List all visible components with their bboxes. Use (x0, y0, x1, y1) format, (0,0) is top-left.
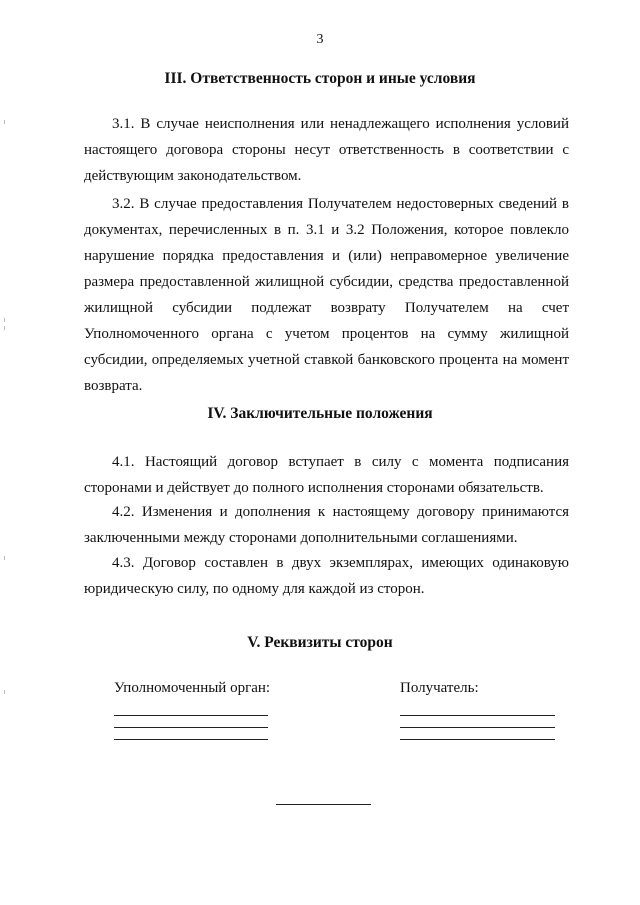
scan-margin-mark (4, 556, 5, 560)
section-heading-requisites: V. Реквизиты сторон (247, 634, 393, 651)
page-number: 3 (316, 32, 324, 47)
recipient-signature-line (400, 739, 555, 740)
scan-margin-mark (4, 326, 5, 330)
authority-signature-line (114, 727, 268, 728)
recipient-signature-line (400, 715, 555, 716)
paragraph-3-1: 3.1. В случае неисполнения или ненадлежащего исполнения условий настоящего договора стороны несут ответственность в соответствии с действующим законодательством. (84, 116, 569, 184)
section-heading-responsibility: III. Ответственность сторон и иные условия (164, 70, 476, 87)
authority-signature-line (114, 715, 268, 716)
section-heading-final-provisions: IV. Заключительные положения (207, 405, 433, 422)
paragraph-4-3: 4.3. Договор составлен в двух экземплярах, имеющих одинаковую юридическую силу, по одному для каждой из сторон. (84, 555, 569, 597)
scan-margin-mark (4, 318, 5, 322)
authority-signature-label: Уполномоченный орган: (114, 680, 271, 696)
paragraph-4-2: 4.2. Изменения и дополнения к настоящему договору принимаются заключенными между сторонами дополнительными соглашениями. (84, 504, 569, 546)
authority-signature-line (114, 739, 268, 740)
recipient-signature-label: Получатель: (400, 680, 479, 696)
footer-rule (276, 804, 371, 805)
scan-margin-mark (4, 120, 5, 124)
paragraph-4-1: 4.1. Настоящий договор вступает в силу с момента подписания сторонами и действует до полного исполнения сторонами обязательств. (84, 454, 569, 496)
scan-margin-mark (4, 690, 5, 694)
paragraph-3-2: 3.2. В случае предоставления Получателем недостоверных сведений в документах, перечисленных в п. 3.1 и 3.2 Положения, которое повлекло нарушение порядка предоставления и (или) неправомерное увеличение размера предоставленной жилищной субсидии, средства предоставленной жилищной субсидии подлежат возврату Получателем на счет Уполномоченного органа с учетом процентов на сумму жилищной субсидии, определяемых учетной ставкой банковского процента на момент возврата. (84, 196, 569, 394)
recipient-signature-line (400, 727, 555, 728)
